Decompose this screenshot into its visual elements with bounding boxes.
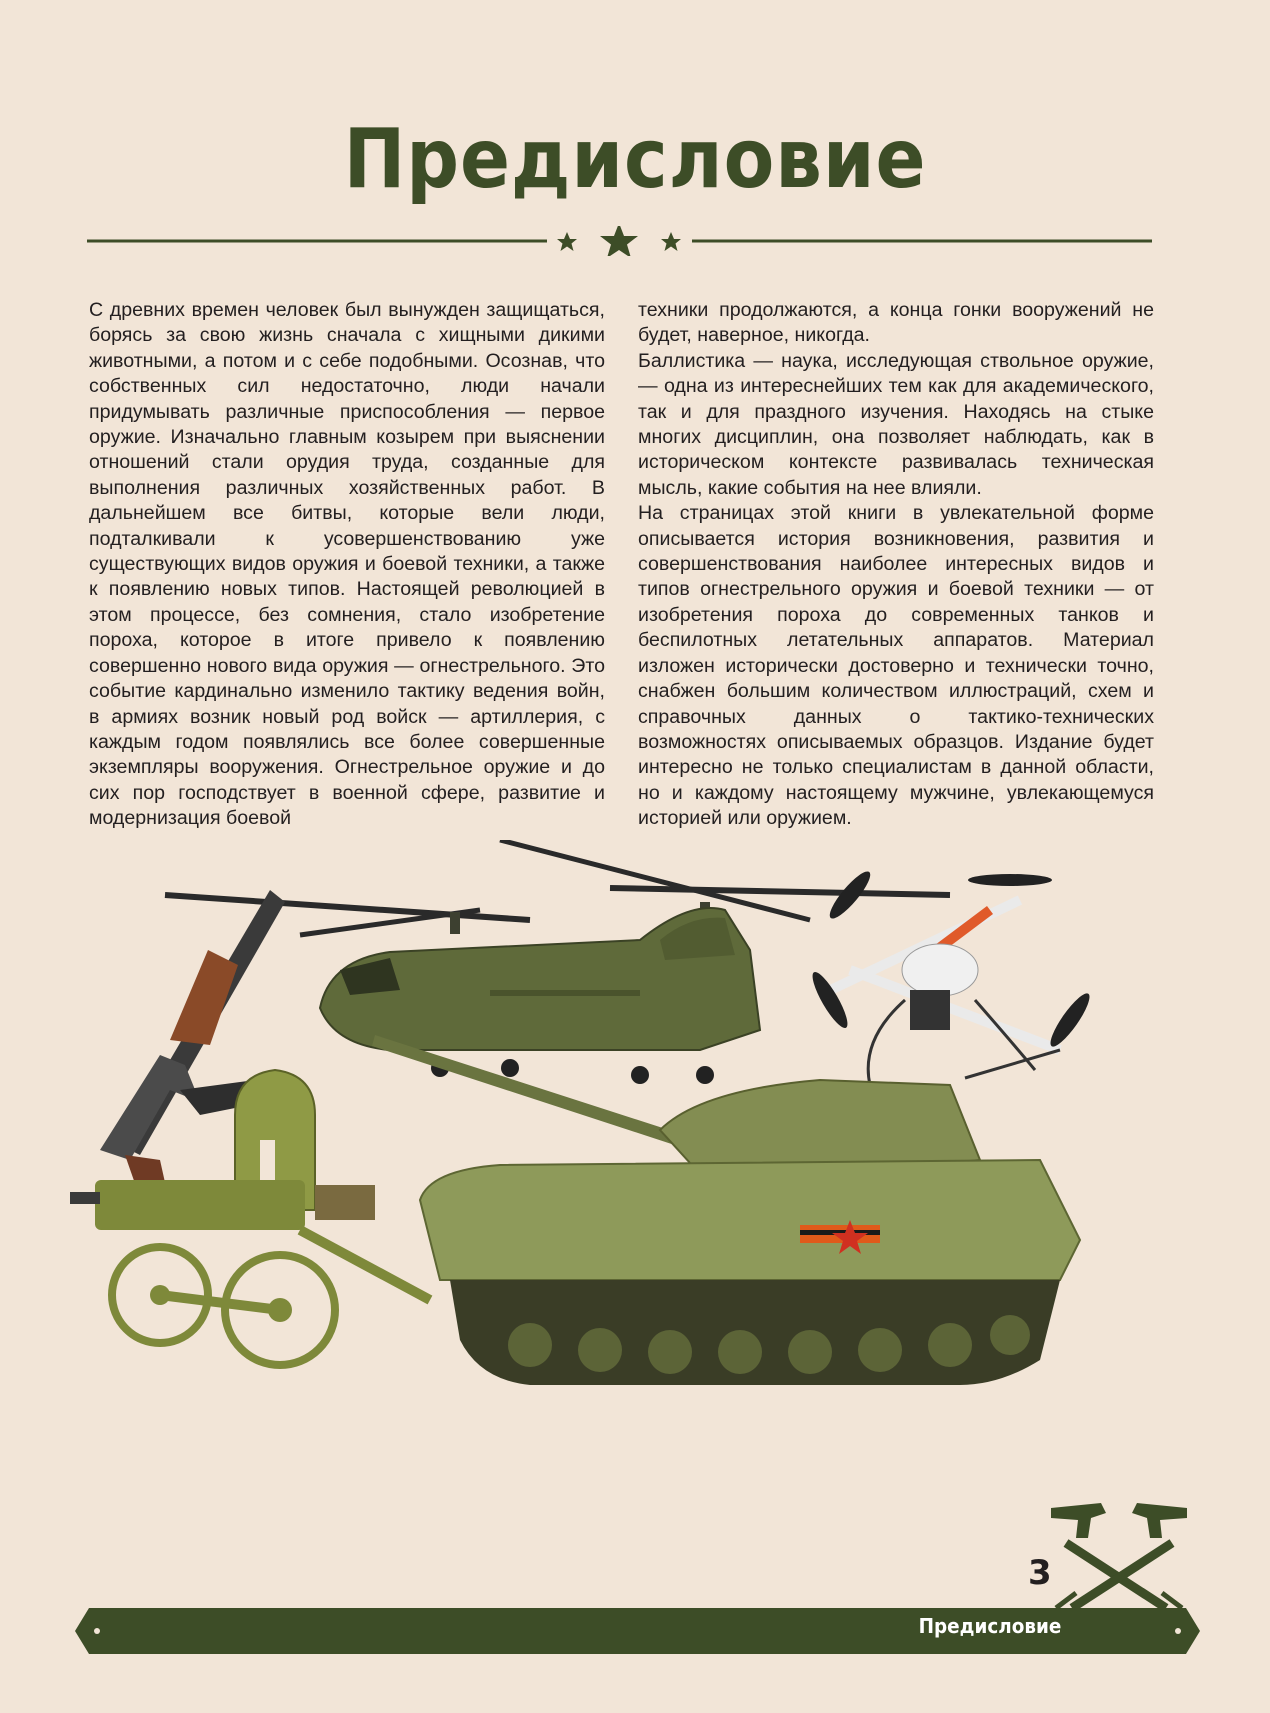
title-divider xyxy=(87,226,1152,256)
paragraph: На страницах этой книги в увлекательной форме описывается история возникновения, развития и совершенствования наиболее интересных видов и типов огнестрельного оружия и боевой техники — от изобретения пороха до современных танков и беспилотных летательных аппаратов. Материал изложен исторически достоверно и технически точно, снабжен большим количеством иллюстраций, схем и справочных данных о тактико-технических возможностях описываемых образцов. Издание будет интересно не только специалистам в данной области, но и каждому настоящему мужчине, увлекающемуся историей или оружием. xyxy=(638,502,1154,830)
page-number: 3 xyxy=(1028,1553,1052,1593)
star-icon xyxy=(600,226,638,256)
paragraph: Баллистика — наука, исследующая ствольное оружие, — одна из интереснейших тем как для академического, так и для праздного изучения. Находясь на стыке многих дисциплин, она позволяет наблюдать, как в историческом контексте развивалась техническая мысль, какие события на нее влияли. xyxy=(638,349,1154,499)
crossed-weapons-emblem-icon xyxy=(1046,1498,1192,1616)
star-icon xyxy=(557,232,577,251)
paragraph: техники продолжаются, а конца гонки вооружений не будет, наверное, никогда. xyxy=(638,299,1154,347)
right-text-column xyxy=(638,298,1154,832)
left-text-column xyxy=(89,298,605,832)
drone-illustration xyxy=(807,867,1095,1085)
paragraph: С древних времен человек был вынужден защищаться, борясь за свою жизнь сначала с хищными дикими животными, а потом и с себе подобными. Осознав, что собственных сил недостаточно, люди начали придумывать различные приспособления — первое оружие. Изначально главным козырем при выяснении отношений стали орудия труда, созданные для выполнения различных хозяйственных работ. В дальнейшем все битвы, которые вели люди, подталкивали к усовершенствованию уже существующих видов оружия и боевой техники, а также к появлению новых типов. Настоящей революцией в этом процессе, без сомнения, стало изобретение пороха, которое в итоге привело к появлению совершенно нового вида оружия — огнестрельного. Это событие кардинально изменило тактику ведения войн, в армиях возник новый род войск — артиллерия, с каждым годом появлялись все более совершенные экземпляры вооружения. Огнестрельное оружие и до сих пор господствует в военной сфере, развитие и модернизация боевой xyxy=(89,299,605,830)
tank-illustration xyxy=(372,1035,1080,1385)
page-title: Предисловие xyxy=(343,112,927,207)
footer-section-label: Предисловие xyxy=(918,1614,1062,1638)
star-icon xyxy=(661,232,681,251)
helicopter-illustration xyxy=(165,840,950,1084)
weapons-illustrations xyxy=(60,840,1160,1570)
